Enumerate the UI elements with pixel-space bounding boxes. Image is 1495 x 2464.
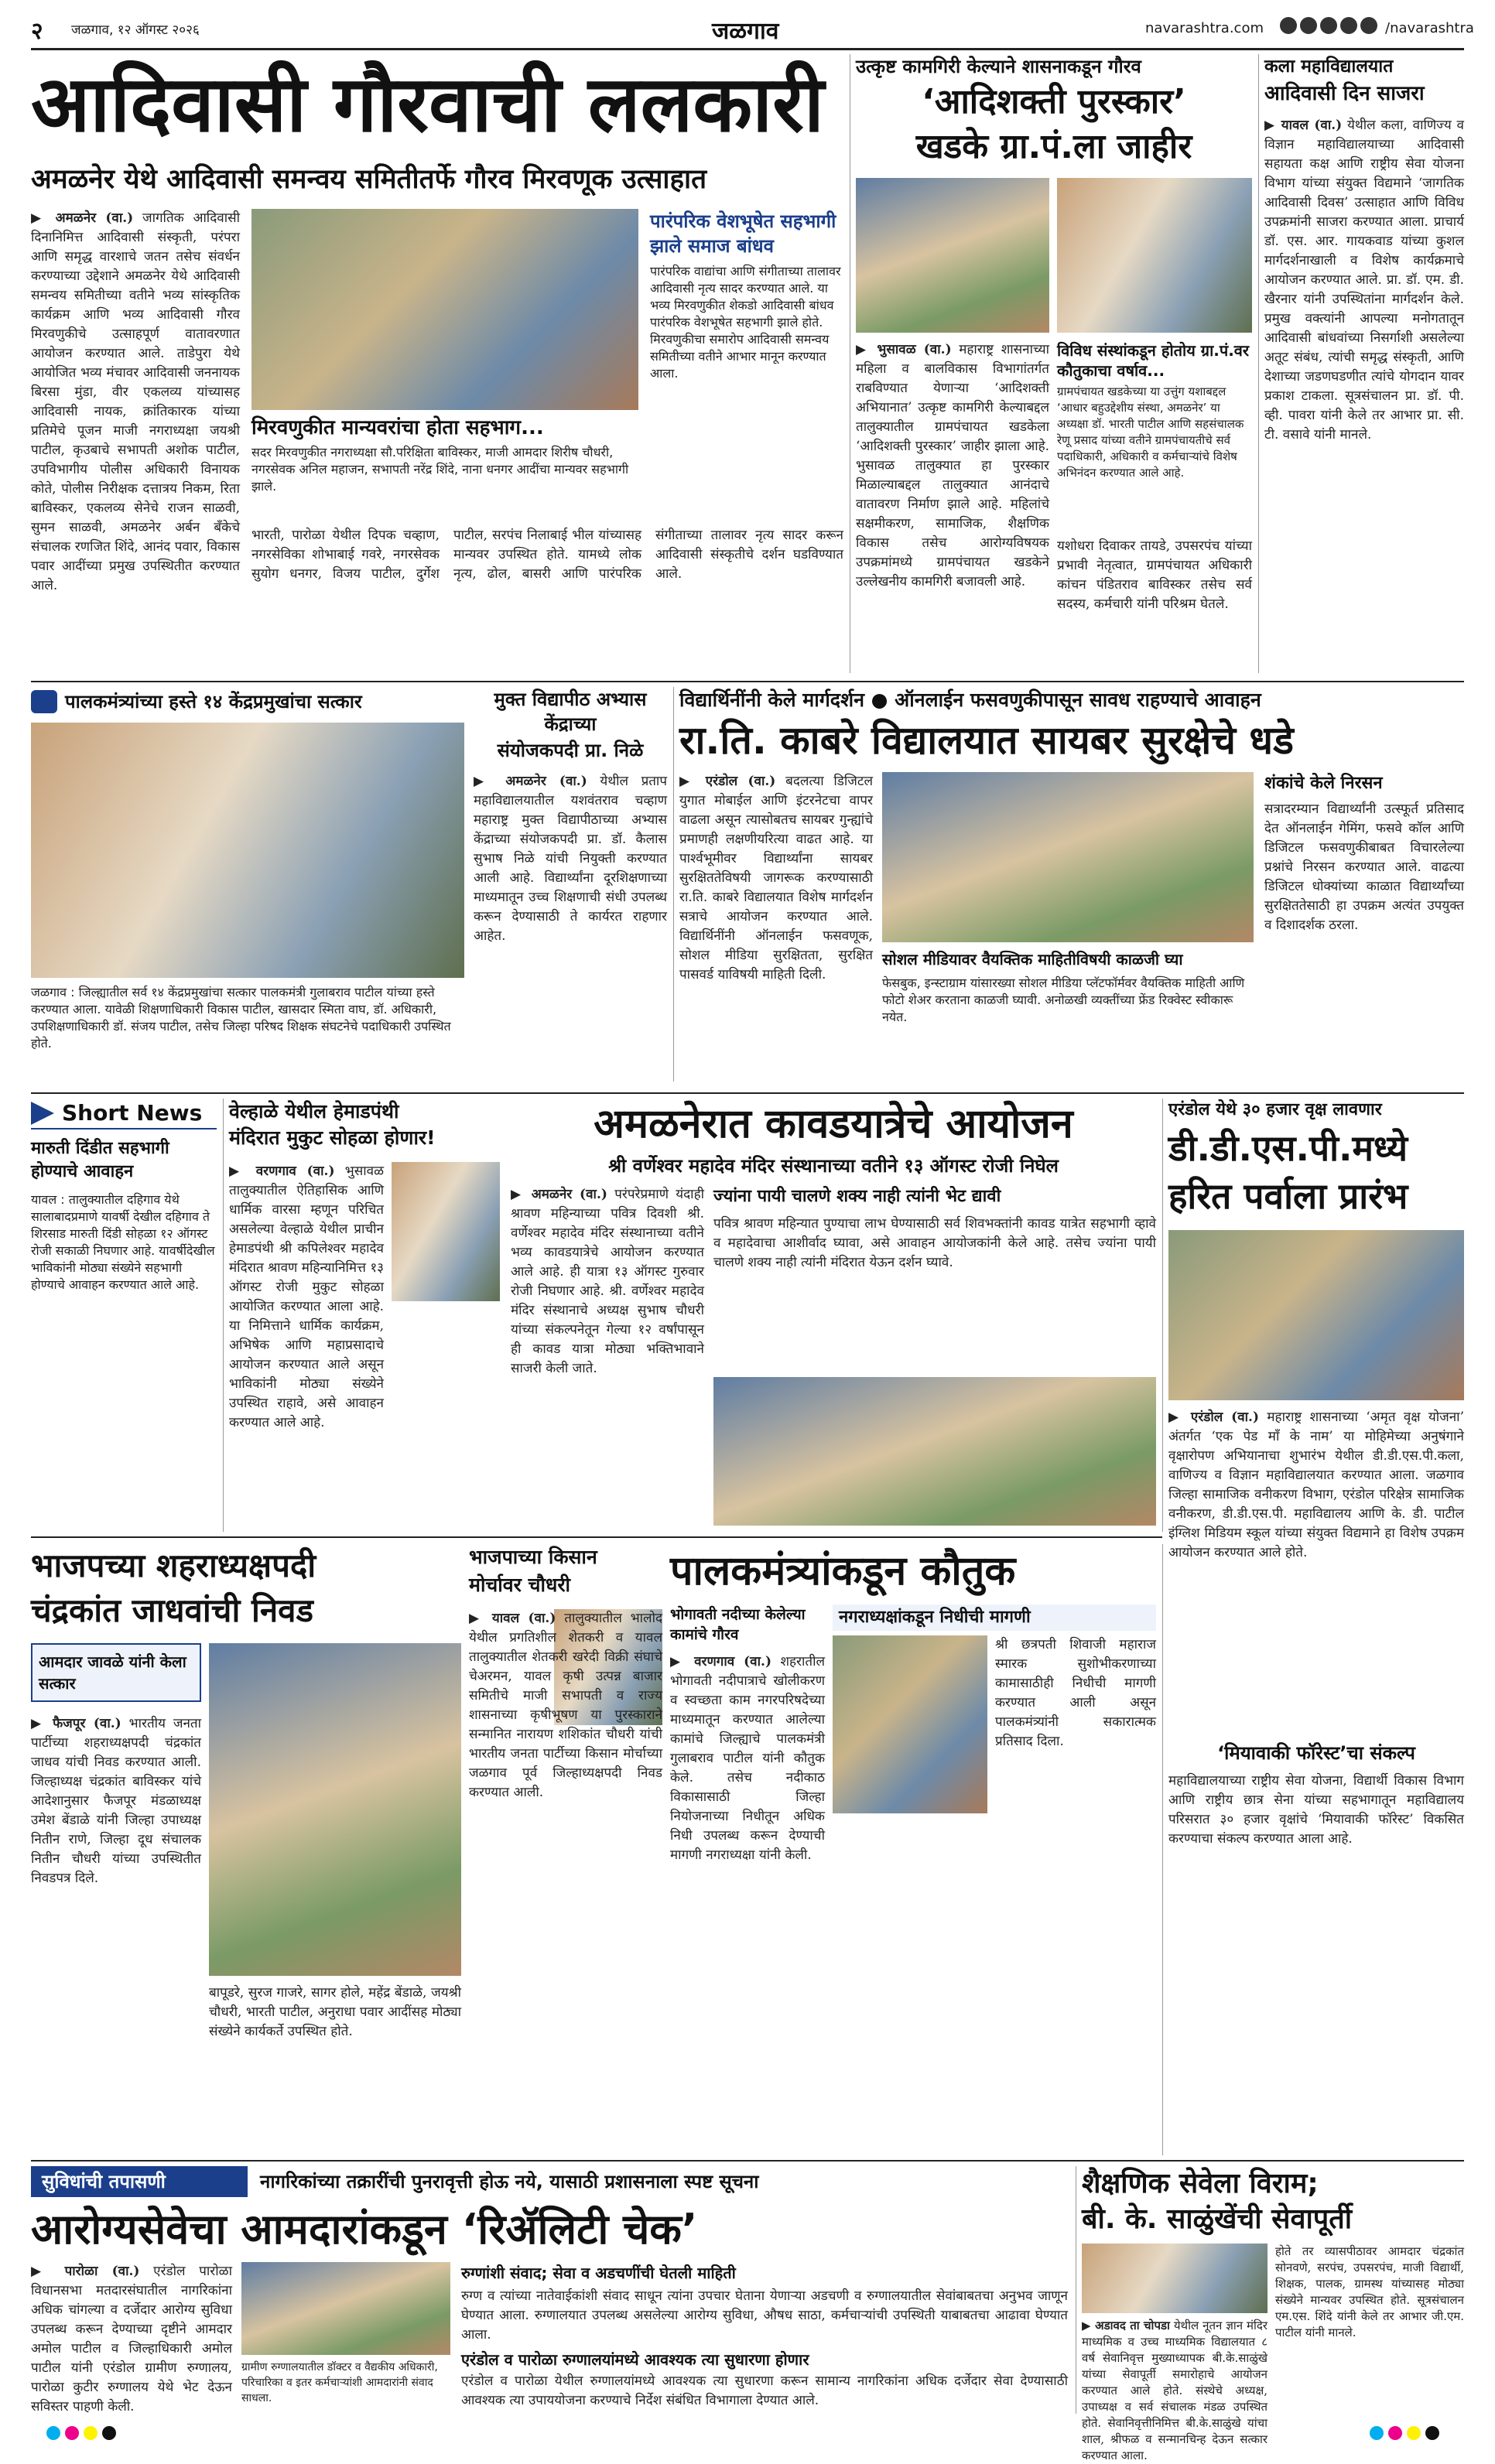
open-university-body: ▶ अमळनेर (वा.) येथील प्रताप महाविद्यालयातील यशवंतराव चव्हाण महाराष्ट्र मुक्त विद्यापीठाच्या अभ्यास केंद्राच्या संयोजकपदी प्रा. डॉ. कैलास सुभाष निळे यांची नियुक्ती करण्यात आली आहे. विद्यार्थ्यांना दूरशिक्षणाच्या माध्यमातून उच्च शिक्षणाची संधी उपलब्ध करून देण्यासाठी ते कार्यरत राहणार आहेत.	[474, 774, 667, 944]
adishakti-photo-2	[1057, 178, 1252, 333]
short-news-title: मारुती दिंडीत सहभागी होण्याचे आवाहन	[31, 1139, 169, 1181]
cyber-body: ▶ एरंडोल (वा.) बदलत्या डिजिटल युगात मोबाईल आणि इंटरनेटचा वापर वाढला असून त्यासोबतच सायबर गुन्ह्यांचे प्रमाणही लक्षणीयरित्या वाढत आहे. या पार्श्वभूमीवर विद्यार्थ्यांना सायबर सुरक्षिततेविषयी जागरूक करण्यासाठी रा.ति. काबरे विद्यालयात विशेष मार्गदर्शन सत्राचे आयोजन करण्यात आले. विद्यार्थिनींनी ऑनलाईन फसवणूक, सोशल मीडिया सुरक्षितता, सुरक्षित पासवर्ड याविषयी माहिती दिली.	[679, 774, 873, 983]
lead-side-title: पारंपरिक वेशभूषेत सहभागी झाले समाज बांधव	[650, 210, 836, 257]
guardian-minister-photo	[833, 1635, 987, 1813]
adishakti-body: ▶ भुसावळ (वा.) महाराष्ट्र शासनाच्या महिला व बालविकास विभागांतर्गत राबविण्यात येणाऱ्या ‘आदिशक्ती अभियानात’ उत्कृष्ट कामगिरी केल्याबद्दल तालुक्यातील ग्रामपंचायत खडकेला ‘आदिशक्ती पुरस्कार’ जाहीर झाला आहे. भुसावळ तालुक्यात हा पुरस्कार मिळाल्याबद्दल तालुक्यात आनंदाचे वातावरण निर्माण झाले आहे. महिलांचे सक्षमीकरण, सामाजिक, शैक्षणिक विकास तसेच आरोग्यविषयक उपक्रमांमध्ये ग्रामपंचायत खडकेने उल्लेखनीय कामगिरी बजावली आहे.	[856, 342, 1049, 590]
open-university-body-text: येथील प्रताप महाविद्यालयातील यशवंतराव चव्हाण महाराष्ट्र मुक्त विद्यापीठाच्या अभ्यास केंद्राच्या संयोजकपदी प्रा. डॉ. कैलास सुभाष निळे यांची नियुक्ती करण्यात आली आहे. विद्यार्थ्यांना दूरशिक्षणाच्या माध्यमातून उच्च शिक्षणाची संधी उपलब्ध करून देण्यासाठी ते कार्यरत राहणार आहेत.	[474, 774, 667, 944]
registration-dot-black	[1425, 2426, 1439, 2440]
registration-dot-cyan	[46, 2426, 60, 2440]
facebook-icon[interactable]	[1280, 17, 1297, 34]
adivasi-din-body-text: येथील कला, वाणिज्य व विज्ञान महाविद्यालयाच्या आदिवासी सहायता कक्ष आणि राष्ट्रीय सेवा योजना विभाग यांच्या संयुक्त विद्यमाने ‘जागतिक आदिवासी दिवस’ उत्साहात आणि विविध उपक्रमांनी साजरा करण्यात आला. प्राचार्य डॉ. एस. आर. गायकवाड यांच्या कुशल मार्गदर्शनाखाली व विशेष कार्यक्रमाचे आयोजन करण्यात आले. प्रा. डॉ. एम. डी. खैरनार यांनी उपस्थितांना मार्गदर्शन केले. प्रमुख वक्त्यांनी आपल्या मनोगतातून आदिवासी बांधवांच्या निसर्गाशी असलेल्या अतूट संबंध, त्यांची समृद्ध संस्कृती, आणि देशाच्या जडणघडणीत त्यांचे योगदान यावर प्रकाश टाकला. सूत्रसंचालन प्रा. डॉ. पी. व्ही. पावरा यांनी केले तर आभार प्रा. सी. टी. वसावे यांनी मानले.	[1264, 118, 1465, 443]
adishakti-photo-caption: विविध संस्थांकडून होतोय ग्रा.पं.वर कौतुकाचा वर्षाव...	[1057, 341, 1250, 380]
bjp-city-box: आमदार जावळे यांनी केला सत्कार	[31, 1643, 201, 1702]
adishakti-kicker: उत्कृष्ट कामगिरी केल्याने शासनाकडून गौरव	[856, 56, 1141, 77]
health-check-body-text: एरंडोल पारोळा विधानसभा मतदारसंघातील नागरिकांना अधिक चांगल्या व दर्जेदार आरोग्य सुविधा उपलब्ध करून देण्याच्या दृष्टीने आमदार अमोल पाटील व जिल्हाधिकारी अमोल पाटील यांनी एरंडोल ग्रामीण रुग्णालय, पारोळा कुटीर रुग्णालय येथे भेट देऊन सविस्तर पाहणी केली.	[31, 2264, 232, 2414]
open-university-story	[474, 687, 667, 1089]
adivasi-din-dateline: यावल (वा.)	[1281, 118, 1343, 133]
cyber-photo	[882, 772, 1254, 942]
cyber-story	[679, 687, 1464, 1089]
kavad-subhead: श्री वर्णेश्वर महादेव मंदिर संस्थानाच्या वतीने १३ ऑगस्ट रोजी निघेल	[608, 1155, 1059, 1177]
adivasi-din-kicker: कला महाविद्यालयात	[1264, 56, 1394, 77]
kavad-dateline: अमळनेर (वा.)	[531, 1187, 607, 1202]
registration-dot-black	[102, 2426, 116, 2440]
adishakti-headline-2: खडके ग्रा.पं.ला जाहीर	[915, 127, 1192, 166]
bjp-city-dateline: फैजपूर (वा.)	[53, 1716, 121, 1731]
lead-photo-caption-body: सदर मिरवणुकीत नगराध्यक्षा सौ.परिक्षिता बाविस्कर, माजी आमदार शिरीष चौधरी, नगरसेवक अनिल महाजन, सभापती नरेंद्र शिंदे, नाना धनगर आदींचा मान्यवर सहभागी झाले.	[251, 445, 629, 494]
short-news-label: Short News	[62, 1100, 203, 1126]
health-check-photo	[241, 2262, 450, 2355]
bjp-city-headline-1: भाजपच्या शहराध्यक्षपदी	[31, 1546, 316, 1584]
guardian-minister-body-text: शहरातील भोगावती नदीपात्राचे खोलीकरण व स्वच्छता काम नगरपरिषदेच्या माध्यमातून करण्यात आलेल्या कामांचे जिल्ह्याचे पालकमंत्री गुलाबराव पाटील यांनी कौतुक केले. तसेच नदीकाठ विकासासाठी जिल्हा नियोजनाच्या निधीतून अधिक निधी उपलब्ध करून देण्याची मागणी नगराध्यक्षा यांनी केली.	[670, 1654, 825, 1863]
tree-kicker: एरंडोल येथे ३० हजार वृक्ष लावणार	[1168, 1100, 1382, 1119]
tree-body-text: महाराष्ट्र शासनाच्या ‘अमृत वृक्ष योजना’ अंतर्गत ‘एक पेड माँ के नाम’ या मोहिमेच्या अनुषंगाने वृक्षारोपण अभियानाचा शुभारंभ येथील डी.डी.एस.पी.कला, वाणिज्य व विज्ञान महाविद्यालयात करण्यात आला. जळगाव जिल्हा सामाजिक वनीकरण विभाग, एरंडोल परिक्षेत्र सामाजिक वनीकरण, डी.डी.एस.पी. महाविद्यालय आणि के. डी. पाटील इंग्लिश मिडियम स्कूल यांच्या संयुक्त विद्यमाने हा विशेष उपक्रम आयोजन करण्यात आले होते.	[1168, 1410, 1464, 1560]
adivasi-din-story	[1264, 54, 1464, 681]
adishakti-body-2: यशोधरा दिवाकर तायडे, उपसरपंच यांच्या प्रभावी नेतृत्वात, ग्रामपंचायत अधिकारी कांचन पंडितराव बाविस्कर तसेच सर्व सदस्य, कर्मचारी यांनी परिश्रम घेतले.	[1057, 538, 1252, 612]
guardian-minister-body: ▶ वरणगाव (वा.) शहरातील भोगावती नदीपात्राचे खोलीकरण व स्वच्छता काम नगरपरिषदेच्या माध्यमातून करण्यात आलेल्या कामांचे जिल्ह्याचे पालकमंत्री गुलाबराव पाटील यांनी कौतुक केले. तसेच नदीकाठ विकासासाठी जिल्हा नियोजनाच्या निधीतून अधिक निधी उपलब्ध करून देण्याची मागणी नगराध्यक्षा यांनी केली.	[670, 1654, 825, 1863]
short-news-header	[31, 1099, 217, 1129]
twitter-icon[interactable]	[1300, 17, 1317, 34]
tree-body: ▶ एरंडोल (वा.) महाराष्ट्र शासनाच्या ‘अमृत वृक्ष योजना’ अंतर्गत ‘एक पेड माँ के नाम’ या मोहिमेच्या अनुषंगाने वृक्षारोपण अभियानाचा शुभारंभ येथील डी.डी.एस.पी.कला, वाणिज्य व विज्ञान महाविद्यालयात करण्यात आला. जळगाव जिल्हा सामाजिक वनीकरण विभाग, एरंडोल परिक्षेत्र सामाजिक वनीकरण, डी.डी.एस.पी. महाविद्यालय आणि के. डी. पाटील इंग्लिश मिडियम स्कूल यांच्या संयुक्त विद्यमाने हा विशेष उपक्रम आयोजन करण्यात आले होते.	[1168, 1410, 1464, 1560]
felicitation-title: पालकमंत्र्यांच्या हस्ते १४ केंद्रप्रमुखांचा सत्कार	[65, 691, 362, 713]
retirement-headline-2: बी. के. साळुंखेंची सेवापूर्ती	[1082, 2203, 1353, 2235]
registration-dot-magenta	[1388, 2426, 1402, 2440]
open-university-title-1: मुक्त विद्यापीठ अभ्यास केंद्राच्या	[494, 689, 647, 735]
guardian-minister-photo-body: श्री छत्रपती शिवाजी महाराज स्मारक सुशोभीकरणाच्या कामासाठीही निधीची मागणी करण्यात आली असून पालकमंत्र्यांनी सकारात्मक प्रतिसाद दिला.	[995, 1637, 1156, 1749]
lead-photo-caption: मिरवणुकीत मान्यवरांचा होता सहभाग...	[251, 416, 544, 439]
kavad-body: ▶ अमळनेर (वा.) परंपरेप्रमाणे यंदाही श्रावण महिन्याच्या पवित्र दिवशी श्री. वर्णेश्वर महादेव मंदिर संस्थानाच्या वतीने भव्य कावडयात्रेचे आयोजन करण्यात आले आहे. ही यात्रा १३ ऑगस्ट गुरुवार रोजी निघणार आहे. श्री. वर्णेश्वर महादेव मंदिर संस्थानाचे अध्यक्ष सुभाष चौधरी यांच्या संकल्पनेतून गेल्या १२ वर्षांपासून ही कावड यात्रा मोठ्या भक्तिभावाने साजरी केली जाते.	[511, 1187, 705, 1376]
short-news	[31, 1099, 217, 1532]
adivasi-din-headline: आदिवासी दिन साजरा	[1264, 82, 1425, 105]
cyber-kicker: विद्यार्थिनींनी केले मार्गदर्शन ● ऑनलाईन फसवणुकीपासून सावध राहण्याचे आवाहन	[679, 689, 1261, 711]
health-check-sub-title: रुग्णांशी संवाद; सेवा व अडचणींची घेतली माहिती	[461, 2264, 736, 2282]
camera-icon	[31, 690, 57, 713]
lead-headline: आदिवासी गौरवाची ललकारी	[31, 59, 824, 149]
social-icons	[1277, 17, 1377, 37]
lead-story	[31, 54, 843, 681]
registration-dot-cyan	[1370, 2426, 1384, 2440]
page-number: २	[31, 18, 43, 45]
health-check-sub2-title: एरंडोल व पारोळा रुग्णालयांमध्ये आवश्यक त्या सुधारणा होणार	[461, 2350, 809, 2369]
bjp-city-story	[31, 1544, 461, 2155]
kisan-morcha-body: ▶ यावल (वा.) तालुक्यातील भालोद येथील प्रगतिशील शेतकरी व यावल तालुक्यातील शेतकरी खरेदी विक्री संघाचे चेअरमन, यावल कृषी उत्पन्न बाजार समितीचे माजी सभापती व राज्य शासनाच्या कृषीभूषण या पुरस्काराने सन्मानित नारायण शशिकांत चौधरी यांची भारतीय जनता पार्टीच्या किसान मोर्चाच्या जळगाव पूर्व जिल्हाध्यक्षपदी निवड करण्यात आली.	[469, 1611, 663, 1800]
kisan-morcha-body-text: तालुक्यातील भालोद येथील प्रगतिशील शेतकरी व यावल तालुक्यातील शेतकरी खरेदी विक्री संघाचे चेअरमन, यावल कृषी उत्पन्न बाजार समितीचे माजी सभापती व राज्य शासनाच्या कृषीभूषण या पुरस्काराने सन्मानित नारायण शशिकांत चौधरी यांची भारतीय जनता पार्टीच्या किसान मोर्चाच्या जळगाव पूर्व जिल्हाध्यक्षपदी निवड करण्यात आली.	[469, 1611, 663, 1800]
health-check-dateline: पारोळा (वा.)	[64, 2264, 140, 2279]
column-rule	[673, 687, 674, 1082]
bjp-city-body-text: भारतीय जनता पार्टीच्या शहराध्यक्षपदी चंद्रकांत जाधव यांची निवड करण्यात आली. जिल्हाध्यक्ष चंद्रकांत बाविस्कर यांचे आदेशानुसार फैजपूर मंडळाध्यक्ष उमेश बेंडाळे यांनी जिल्हा उपाध्यक्ष नितीन राणे, जिल्हा दूध संचालक नितीन चौधरी यांच्या उपस्थितीत निवडपत्र दिले.	[31, 1716, 202, 1886]
tree-story	[1168, 1408, 1464, 2158]
bjp-city-body: ▶ फैजपूर (वा.) भारतीय जनता पार्टीच्या शहराध्यक्षपदी चंद्रकांत जाधव यांची निवड करण्यात आली. जिल्हाध्यक्ष चंद्रकांत बाविस्कर यांचे आदेशानुसार फैजपूर मंडळाध्यक्ष उमेश बेंडाळे यांनी जिल्हा उपाध्यक्ष नितीन राणे, जिल्हा दूध संचालक नितीन चौधरी यांच्या उपस्थितीत निवडपत्र दिले.	[31, 1716, 202, 1886]
masthead-rule	[31, 48, 1464, 50]
retirement-body-text: येथील नूतन ज्ञान मंदिर माध्यमिक व उच्च माध्यमिक विद्यालयात ८ वर्ष सेवानिवृत्त मुख्याध्यापक बी.के.साळुंखे यांच्या सेवापूर्ती समारोहाचे आयोजन करण्यात आले होते. संस्थेचे अध्यक्ष, उपाध्यक्ष व सर्व संचालक मंडळ उपस्थित होते. सेवानिवृत्तीनिमित्त बी.के.साळुंखे यांचा शाल, श्रीफळ व सन्मानचिन्ह देऊन सत्कार करण्यात आला.	[1082, 2319, 1268, 2462]
adishakti-headline-1: ‘आदिशक्ती पुरस्कार’	[922, 82, 1186, 121]
column-rule	[1162, 1099, 1163, 1532]
section-rule	[31, 2160, 1464, 2162]
open-university-title-2: संयोजकपदी प्रा. निळे	[497, 740, 644, 761]
retirement-body-2: होते तर व्यासपीठावर आमदार चंद्रकांत सोनवणे, सरपंच, उपसरपंच, माजी विद्यार्थी, शिक्षक, पालक, ग्रामस्थ यांच्यासह मोठ्या संख्येने मान्यवर उपस्थित होते. सूत्रसंचालन एम.एस. शिंदे यांनी केले तर आभार जी.एम. पाटील यांनी मानले.	[1275, 2244, 1464, 2339]
tree-dateline: एरंडोल (वा.)	[1190, 1410, 1260, 1425]
felicitation-caption: जळगाव : जिल्ह्यातील सर्व १४ केंद्रप्रमुखांचा सत्कार पालकमंत्री गुलाबराव पाटील यांच्या हस्ते करण्यात आला. यावेळी शिक्षणाधिकारी विकास पाटील, खासदार स्मिता वाघ, डॉ. अधिकारी, उपशिक्षणाधिकारी डॉ. संजय पाटील, तसेच जिल्हा परिषद शिक्षक संघटनेचे पदाधिकारी उपस्थित होते.	[31, 985, 451, 1051]
guardian-minister-dateline: वरणगाव (वा.)	[694, 1654, 771, 1669]
kavad-story	[511, 1099, 1156, 1532]
tree-photo	[1168, 1230, 1464, 1400]
retirement-dateline: अडावद ता चोपडा	[1095, 2319, 1170, 2332]
lead-body: ▶ अमळनेर (वा.) जागतिक आदिवासी दिनानिमित्त आदिवासी संस्कृती, परंपरा आणि समृद्ध वारशाचे जतन तसेच संवर्धन करण्याच्या उद्देशाने अमळनेर येथे आदिवासी समन्वय समितीच्या वतीने भव्य सांस्कृतिक कार्यक्रम आणि भव्य आदिवासी गौरव मिरवणुकीचे उत्साहपूर्ण वातावरणात आयोजन करण्यात आले. ताडेपुरा येथे आयोजित भव्य मंचावर आदिवासी जननायक बिरसा मुंडा, वीर एकलव्य यांच्यासह आदिवासी नायक, क्रांतिकारक यांच्या प्रतिमेचे पूजन माजी नगराध्यक्षा जयश्री पाटील, कृउबाचे सभापती अशोक पाटील, उपविभागीय पोलीस अधिकारी विनायक कोते, पोलीस निरीक्षक दत्तात्रय निकम, रिता बाविस्कर, एकलव्य सेनेचे राजन साळवी, सुमन साळवी, अमळनेर अर्बन बँकेचे संचालक रणजित शिंदे, आनंद पवार, विकास पवार आदींच्या प्रमुख उपस्थितीत करण्यात आले.	[31, 210, 240, 593]
retirement-story	[1082, 2166, 1464, 2462]
section-rule	[31, 681, 1464, 682]
adishakti-photo-1	[856, 178, 1049, 333]
cyber-photo-caption: सोशल मीडियावर वैयक्तिक माहितीविषयी काळजी घ्या	[882, 950, 1183, 969]
kavad-headline: अमळनेरात कावडयात्रेचे आयोजन	[594, 1101, 1073, 1147]
kavad-side-title: ज्यांना पायी चालणे शक्य नाही त्यांनी भेट द्यावी	[713, 1187, 1001, 1206]
cyber-photo-body: फेसबुक, इन्स्टाग्राम यांसारख्या सोशल मीडिया प्लॅटफॉर्मवर वैयक्तिक माहिती आणि फोटो शेअर करताना काळजी घ्यावी. अनोळखी व्यक्तींच्या फ्रेंड रिक्वेस्ट स्वीकारू नयेत.	[882, 976, 1245, 1024]
health-check-body: ▶ पारोळा (वा.) एरंडोल पारोळा विधानसभा मतदारसंघातील नागरिकांना अधिक चांगल्या व दर्जेदार आरोग्य सुविधा उपलब्ध करून देण्याच्या दृष्टीने आमदार अमोल पाटील व जिल्हाधिकारी अमोल पाटील यांनी एरंडोल ग्रामीण रुग्णालय, पारोळा कुटीर रुग्णालय येथे भेट देऊन सविस्तर पाहणी केली.	[31, 2264, 232, 2414]
site-url[interactable]: navarashtra.com	[1145, 20, 1264, 36]
social-handle: /navarashtra	[1385, 20, 1474, 36]
section-rule	[31, 1536, 1162, 1538]
lead-photo	[251, 209, 638, 410]
short-news-body: यावल : तालुक्यातील दहिगाव येथे सालाबादप्रमाणे यावर्षी देखील दहिगाव ते शिरसाड मारुती दिंडी सोहळा १२ ऑगस्ट रोजी सकाळी निघणार आहे. यावर्षीदेखील भाविकांनी मोठ्या संख्येने सहभागी होण्याचे आवाहन करण्यात आले आहे.	[31, 1192, 215, 1292]
health-check-sub-body: रुग्ण व त्यांच्या नातेवाईकांशी संवाद साधून त्यांना उपचार घेताना येणाऱ्या अडचणी व रुग्णालयातील सेवांबाबतचा अनुभव जाणून घेण्यात आला. रुग्णालयात उपलब्ध असलेल्या आरोग्य सुविधा, औषध साठा, कर्मचाऱ्यांची उपस्थिती याबाबतचा आढावा घेण्यात आला.	[461, 2288, 1068, 2343]
registration-marks	[0, 2423, 1495, 2446]
column-rule	[1162, 1544, 1163, 2155]
cyber-headline: रा.ति. काबरे विद्यालयात सायबर सुरक्षेचे धडे	[679, 718, 1294, 763]
kavad-side-body: पवित्र श्रावण महिन्यात पुण्याचा लाभ घेण्यासाठी सर्व शिवभक्तांनी कावड यात्रेत सहभागी व्हावे व महादेवाचा आशीर्वाद घ्यावा, असे आवाहन आयोजकांनी केले आहे. तसेच ज्यांना पायी चालणे शक्य नाही त्यांनी मंदिरात येऊन दर्शन घ्यावे.	[713, 1216, 1156, 1270]
velhale-temple-photo	[392, 1162, 500, 1301]
instagram-icon[interactable]	[1320, 17, 1337, 34]
felicitation-story	[31, 687, 464, 1089]
retirement-headline-1: शैक्षणिक सेवेला विराम;	[1082, 2168, 1319, 2199]
felicitation-title-bar	[31, 687, 464, 718]
adishakti-photo-caption-body: ग्रामपंचायत खडकेच्या या उत्तुंग यशाबद्दल ‘आधार बहुउद्देशीय संस्था, अमळनेर’ या अध्यक्षा डॉ. भारती पाटील आणि सहसंचालक रेणू प्रसाद यांच्या वतीने ग्रामपंचायतीचे सर्व पदाधिकारी, अधिकारी व कर्मचाऱ्यांचे विशेष अभिनंदन करण्यात आले आहे.	[1057, 384, 1244, 480]
velhale-body-text: भुसावळ तालुक्यातील ऐतिहासिक आणि धार्मिक वारसा म्हणून परिचित असलेल्या वेल्हाळे येथील प्राचीन हेमाडपंथी श्री कपिलेश्वर महादेव मंदिरात श्रावण महिन्यानिमित्त १३ ऑगस्ट रोजी मुकुट सोहळा आयोजित करण्यात आला आहे. या निमित्ताने धार्मिक कार्यक्रम, अभिषेक आणि महाप्रसादाचे आयोजन करण्यात आले असून भाविकांनी मोठ्या संख्येने उपस्थित राहावे, असे आवाहन करण्यात आले आहे.	[229, 1164, 385, 1430]
adishakti-dateline: भुसावळ (वा.)	[877, 342, 952, 357]
registration-dot-yellow	[84, 2426, 98, 2440]
bjp-city-photo	[209, 1643, 461, 1976]
kisan-morcha-title-2: मोर्चावर चौधरी	[469, 1574, 571, 1596]
open-university-dateline: अमळनेर (वा.)	[505, 774, 587, 789]
masthead-date: जळगाव, १२ ऑगस्ट २०२६	[71, 22, 200, 38]
velhale-title-1: वेल्हाळे येथील हेमाडपंथी	[229, 1100, 399, 1123]
retirement-body: ▶ अडावद ता चोपडा येथील नूतन ज्ञान मंदिर माध्यमिक व उच्च माध्यमिक विद्यालयात ८ वर्ष सेवानिवृत्त मुख्याध्यापक बी.के.साळुंखे यांच्या सेवापूर्ती समारोहाचे आयोजन करण्यात आले होते. संस्थेचे अध्यक्ष, उपाध्यक्ष व सर्व संचालक मंडळ उपस्थित होते. सेवानिवृत्तीनिमित्त बी.के.साळुंखे यांचा शाल, श्रीफळ व सन्मानचिन्ह देऊन सत्कार करण्यात आला.	[1082, 2319, 1268, 2462]
health-check-label: सुविधांची तपासणी	[31, 2166, 248, 2197]
adishakti-story	[856, 54, 1252, 681]
column-rule	[223, 1099, 224, 1532]
section-rule	[31, 1092, 1464, 1094]
kavad-photo	[713, 1377, 1156, 1526]
kisan-morcha-story	[469, 1544, 662, 2155]
bjp-city-headline-2: चंद्रकांत जाधवांची निवड	[31, 1591, 313, 1629]
felicitation-photo	[31, 723, 464, 978]
velhale-story	[229, 1099, 500, 1532]
guardian-minister-story	[670, 1544, 1156, 2155]
lead-subhead: अमळनेर येथे आदिवासी समन्वय समितीतर्फे गौरव मिरवणूक उत्साहात	[31, 164, 707, 195]
cyber-side-title: शंकांचे केले निरसन	[1264, 774, 1383, 793]
column-rule	[1258, 54, 1259, 673]
tree-headline-2: हरित पर्वाला प्रारंभ	[1168, 1175, 1408, 1217]
guardian-minister-box: भोगावती नदीच्या केलेल्या कामांचे गौरव	[670, 1606, 806, 1643]
adivasi-din-body: ▶ यावल (वा.) येथील कला, वाणिज्य व विज्ञान महाविद्यालयाच्या आदिवासी सहायता कक्ष आणि राष्ट्रीय सेवा योजना विभाग यांच्या संयुक्त विद्यमाने ‘जागतिक आदिवासी दिवस’ उत्साहात आणि विविध उपक्रमांनी साजरा करण्यात आला. प्राचार्य डॉ. एस. आर. गायकवाड यांच्या कुशल मार्गदर्शनाखाली व विशेष कार्यक्रमाचे आयोजन करण्यात आले. प्रा. डॉ. एम. डी. खैरनार यांनी उपस्थितांना मार्गदर्शन केले. प्रमुख वक्त्यांनी आपल्या मनोगतातून आदिवासी बांधवांच्या निसर्गाशी असलेल्या अतूट संबंध, त्यांची समृद्ध संस्कृती, आणि देशाच्या जडणघडणीत त्यांचे योगदान यावर प्रकाश टाकला. सूत्रसंचालन प्रा. डॉ. पी. व्ही. पावरा यांनी केले तर आभार प्रा. सी. टी. वसावे यांनी मानले.	[1264, 118, 1465, 443]
arrow-right-icon	[31, 1102, 54, 1125]
registration-dot-magenta	[65, 2426, 79, 2440]
velhale-body: ▶ वरणगाव (वा.) भुसावळ तालुक्यातील ऐतिहासिक आणि धार्मिक वारसा म्हणून परिचित असलेल्या वेल्हाळे येथील प्राचीन हेमाडपंथी श्री कपिलेश्वर महादेव मंदिरात श्रावण महिन्यानिमित्त १३ ऑगस्ट रोजी मुकुट सोहळा आयोजित करण्यात आला आहे. या निमित्ताने धार्मिक कार्यक्रम, अभिषेक आणि महाप्रसादाचे आयोजन करण्यात आले असून भाविकांनी मोठ्या संख्येने उपस्थित राहावे, असे आवाहन करण्यात आले आहे.	[229, 1164, 385, 1430]
linkedin-icon[interactable]	[1360, 17, 1377, 34]
velhale-dateline: वरणगाव (वा.)	[255, 1164, 335, 1179]
health-check-sub2-body: एरंडोल व पारोळा येथील रुग्णालयांमध्ये आवश्यक त्या सुधारणा करून सामान्य नागरिकांना अधिक दर्जेदार सेवा देण्यासाठी आवश्यक त्या उपाययोजना करण्याचे निर्देश संबंधित विभागाला देण्यात आले.	[461, 2373, 1068, 2408]
health-check-story	[31, 2166, 1068, 2414]
lead-bottom-body: भारती, पारोळा येथील दिपक चव्हाण, नगरसेविका शोभाबाई गवरे, नगरसेवक सुयोग धनगर, विजय पाटील, दुर्गेश पाटील, सरपंच निलाबाई भील यांच्यासह मान्यवर उपस्थित होते. यामध्ये लोक नृत्य, ढोल, बासरी आणि पारंपरिक संगीताच्या तालावर नृत्य सादर करून आदिवासी संस्कृतीचे दर्शन घडविण्यात आले.	[251, 528, 843, 582]
lead-side-body: पारंपरिक वाद्यांचा आणि संगीताच्या तालावर आदिवासी नृत्य सादर करण्यात आले. या भव्य मिरवणुकीत शेकडो आदिवासी बांधव पारंपरिक वेशभूषेत सहभागी झाले होते. मिरवणुकीचा समारोप आदिवासी समन्वय समितीच्या वतीने आभार मानून करण्यात आला.	[650, 264, 841, 381]
kisan-morcha-title-1: भाजपाच्या किसान	[469, 1546, 597, 1568]
retirement-photo	[1082, 2244, 1268, 2313]
health-check-kicker: नागरिकांच्या तक्रारींची पुनरावृत्ती होऊ नये, यासाठी प्रशासनाला स्पष्ट सूचना	[260, 2171, 759, 2192]
health-check-photo-caption: ग्रामीण रुग्णालयातील डॉक्टर व वैद्यकीय अधिकारी, परिचारिका व इतर कर्मचाऱ्यांशी आमदारांनी संवाद साधला.	[241, 2361, 438, 2404]
bjp-city-photo-body: बापूडरे, सुरज गाजरे, सागर होले, महेंद्र बेंडाळे, जयश्री चौधरी, भारती पाटील, अनुराधा पवार आदींसह मोठ्या संख्येने कार्यकर्ते उपस्थित होते.	[209, 1985, 461, 2039]
adishakti-body-text: महाराष्ट्र शासनाच्या महिला व बालविकास विभागांतर्गत राबविण्यात येणाऱ्या ‘आदिशक्ती अभियानात’ उत्कृष्ट कामगिरी केल्याबद्दल तालुक्यातील ग्रामपंचायत खडकेला ‘आदिशक्ती पुरस्कार’ जाहीर झाला आहे. भुसावळ तालुक्यात हा पुरस्कार मिळाल्याबद्दल तालुक्यात आनंदाचे वातावरण निर्माण झाले आहे. महिलांचे सक्षमीकरण, सामाजिक, शैक्षणिक विकास तसेच आरोग्यविषयक उपक्रमांमध्ये ग्रामपंचायत खडकेने उल्लेखनीय कामगिरी बजावली आहे.	[856, 342, 1049, 590]
registration-dot-yellow	[1407, 2426, 1421, 2440]
health-check-headline: आरोग्यसेवेचा आमदारांकडून ‘रिॲलिटी चेक’	[31, 2205, 698, 2254]
edition-name: जळगाव	[712, 18, 779, 45]
lead-dateline: अमळनेर (वा.)	[55, 210, 134, 226]
kavad-body-text: परंपरेप्रमाणे यंदाही श्रावण महिन्याच्या पवित्र दिवशी श्री. वर्णेश्वर महादेव मंदिर संस्थानाच्या वतीने भव्य कावडयात्रेचे आयोजन करण्यात आले आहे. ही यात्रा १३ ऑगस्ट गुरुवार रोजी निघणार आहे. श्री. वर्णेश्वर महादेव मंदिर संस्थानाचे अध्यक्ष सुभाष चौधरी यांच्या संकल्पनेतून गेल्या १२ वर्षांपासून ही कावड यात्रा मोठ्या भक्तिभावाने साजरी केली जाते.	[511, 1187, 705, 1376]
lead-body-text: जागतिक आदिवासी दिनानिमित्त आदिवासी संस्कृती, परंपरा आणि समृद्ध वारशाचे जतन तसेच संवर्धन करण्याच्या उद्देशाने अमळनेर येथे आदिवासी समन्वय समितीच्या वतीने भव्य सांस्कृतिक कार्यक्रम आणि भव्य आदिवासी गौरव मिरवणुकीचे उत्साहपूर्ण वातावरणात आयोजन करण्यात आले. ताडेपुरा येथे आयोजित भव्य मंचावर आदिवासी जननायक बिरसा मुंडा, वीर एकलव्य यांच्यासह आदिवासी नायक, क्रांतिकारक यांच्या प्रतिमेचे पूजन माजी नगराध्यक्षा जयश्री पाटील, कृउबाचे सभापती अशोक पाटील, उपविभागीय पोलीस अधिकारी विनायक कोते, पोलीस निरीक्षक दत्तात्रय निकम, रिता बाविस्कर, एकलव्य सेनेचे राजन साळवी, सुमन साळवी, अमळनेर अर्बन बँकेचे संचालक रणजित शिंदे, आनंद पवार, विकास पवार आदींच्या प्रमुख उपस्थितीत करण्यात आले.	[31, 210, 240, 593]
guardian-minister-headline: पालकमंत्र्यांकडून कौतुक	[670, 1548, 1016, 1594]
cyber-dateline: एरंडोल (वा.)	[705, 774, 776, 789]
cyber-side-body: सत्रादरम्यान विद्यार्थ्यांनी उत्स्फूर्त प्रतिसाद देत ऑनलाईन गेमिंग, फसवे कॉल आणि डिजिटल फसवणुकीबाबत विचारलेल्या प्रश्नांचे निरसन करण्यात आले. वाढत्या डिजिटल धोक्यांच्या काळात विद्यार्थ्यांच्या सुरक्षिततेसाठी हा उपक्रम अत्यंत उपयुक्त व दिशादर्शक ठरला.	[1264, 801, 1464, 933]
masthead	[31, 12, 1474, 46]
tree-headline-1: डी.डी.एस.पी.मध्ये	[1168, 1127, 1408, 1169]
cyber-body-text: बदलत्या डिजिटल युगात मोबाईल आणि इंटरनेटचा वापर वाढला असून त्यासोबतच सायबर गुन्ह्यांचे प्रमाणही लक्षणीयरित्या वाढत आहे. या पार्श्वभूमीवर विद्यार्थ्यांना सायबर सुरक्षिततेविषयी जागरूक करण्यासाठी रा.ति. काबरे विद्यालयात विशेष मार्गदर्शन सत्राचे आयोजन करण्यात आले. विद्यार्थिनींनी ऑनलाईन फसवणूक, सोशल मीडिया सुरक्षितता, सुरक्षित पासवर्ड याविषयी माहिती दिली.	[679, 774, 873, 983]
kisan-morcha-dateline: यावल (वा.)	[491, 1611, 556, 1626]
velhale-title-2: मंदिरात मुकुट सोहळा होणार!	[229, 1126, 436, 1149]
guardian-minister-sub: नगराध्यक्षांकडून निधीची मागणी	[833, 1605, 1156, 1631]
tree-body-2: महाविद्यालयाच्या राष्ट्रीय सेवा योजना, विद्यार्थी विकास विभाग आणि राष्ट्रीय छात्र सेना यांच्या सहभागातून महाविद्यालय परिसरात ३० हजार वृक्षांचे ‘मियावाकी फॉरेस्ट’ विकसित करण्याचा संकल्प करण्यात आला आहे.	[1168, 1773, 1464, 1847]
tree-subhead: ‘मियावाकी फॉरेस्ट’चा संकल्प	[1217, 1742, 1415, 1764]
youtube-icon[interactable]	[1340, 17, 1357, 34]
